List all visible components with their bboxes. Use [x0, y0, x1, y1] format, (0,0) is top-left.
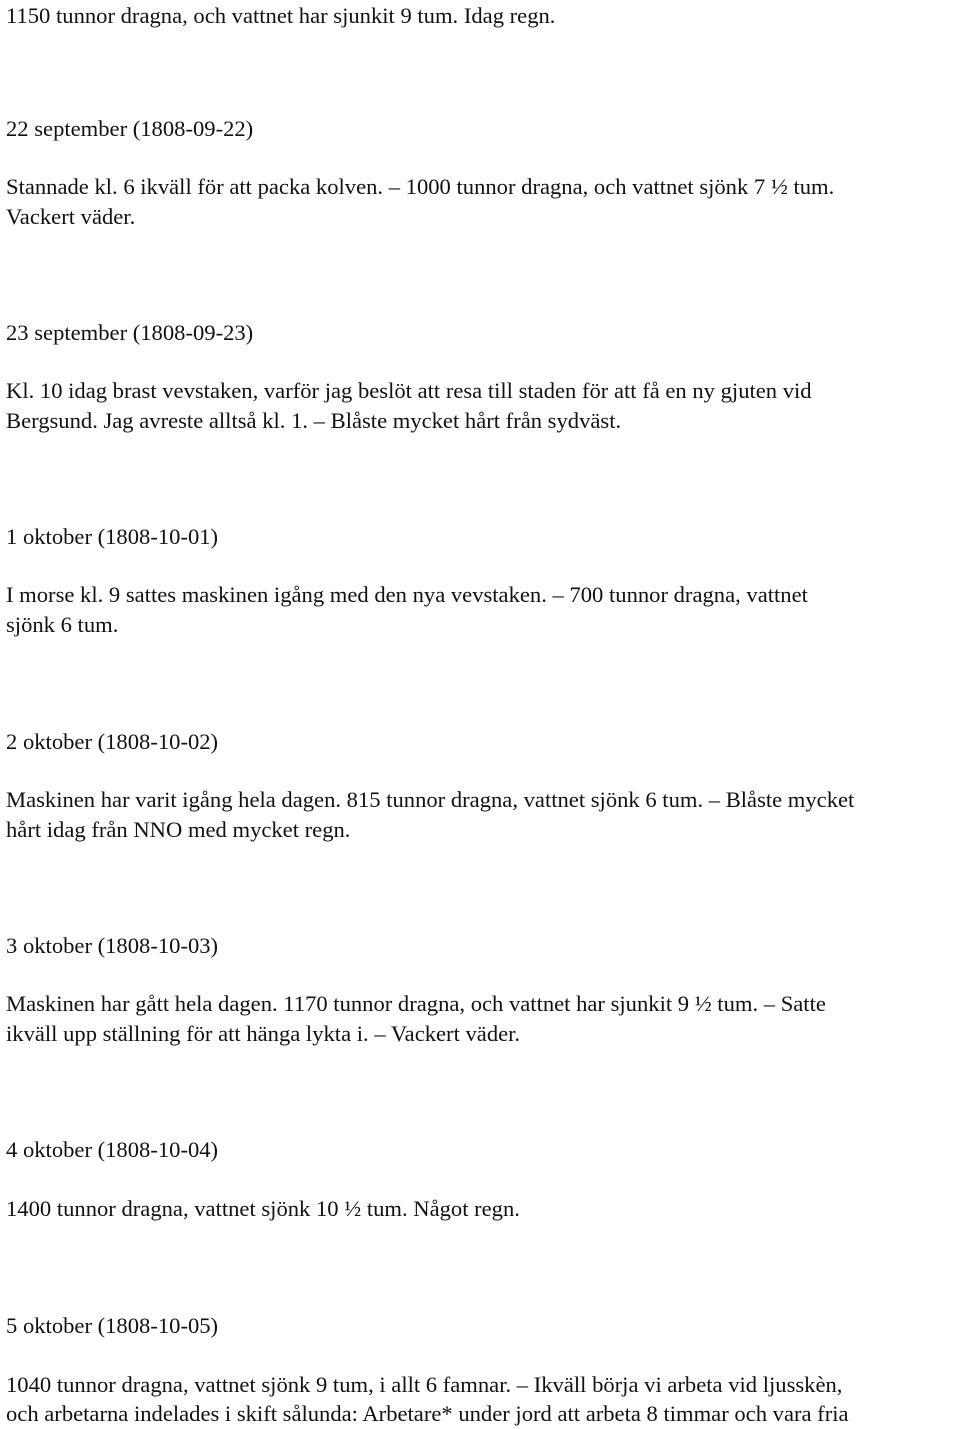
entry-text: hårt idag från NNO med mycket regn. — [6, 817, 351, 842]
entry-text: ikväll upp ställning för att hänga lykta i. – Vackert väder. — [6, 1021, 521, 1046]
entry-text: Bergsund. Jag avreste alltså kl. 1. – Blåste mycket hårt från sydväst. — [6, 408, 622, 433]
entry-text: Kl. 10 idag brast vevstaken, varför jag beslöt att resa till staden för att få en ny gjuten vid — [6, 378, 812, 403]
entry-heading: 23 september (1808-09-23) — [6, 320, 254, 345]
entry-heading: 1 oktober (1808-10-01) — [6, 524, 219, 549]
entry-text: och arbetarna indelades i skift sålunda: Arbetare* under jord att arbeta 8 timmar och vara fria — [6, 1401, 849, 1426]
entry-text: Maskinen har varit igång hela dagen. 815 tunnor dragna, vattnet sjönk 6 tum. – Blåste mycket — [6, 787, 855, 812]
entry-text: 1400 tunnor dragna, vattnet sjönk 10 ½ tum. Något regn. — [6, 1196, 520, 1221]
entry-text: Stannade kl. 6 ikväll för att packa kolven. – 1000 tunnor dragna, och vattnet sjönk 7 ½ tum. — [6, 174, 835, 199]
entry-text: Maskinen har gått hela dagen. 1170 tunnor dragna, och vattnet har sjunkit 9 ½ tum. – Satte — [6, 991, 826, 1016]
entry-text: I morse kl. 9 sattes maskinen igång med den nya vevstaken. – 700 tunnor dragna, vattnet — [6, 582, 808, 607]
entry-heading: 22 september (1808-09-22) — [6, 116, 254, 141]
entry-text: sjönk 6 tum. — [6, 612, 119, 637]
entry-heading: 5 oktober (1808-10-05) — [6, 1313, 219, 1338]
entry-text: 1150 tunnor dragna, och vattnet har sjunkit 9 tum. Idag regn. — [6, 3, 556, 28]
entry-text: Vackert väder. — [6, 204, 136, 229]
entry-heading: 2 oktober (1808-10-02) — [6, 729, 219, 754]
entry-heading: 4 oktober (1808-10-04) — [6, 1137, 219, 1162]
entry-heading: 3 oktober (1808-10-03) — [6, 933, 219, 958]
entry-text: 1040 tunnor dragna, vattnet sjönk 9 tum, i allt 6 famnar. – Ikväll börja vi arbeta vid ljusskèn, — [6, 1372, 843, 1397]
